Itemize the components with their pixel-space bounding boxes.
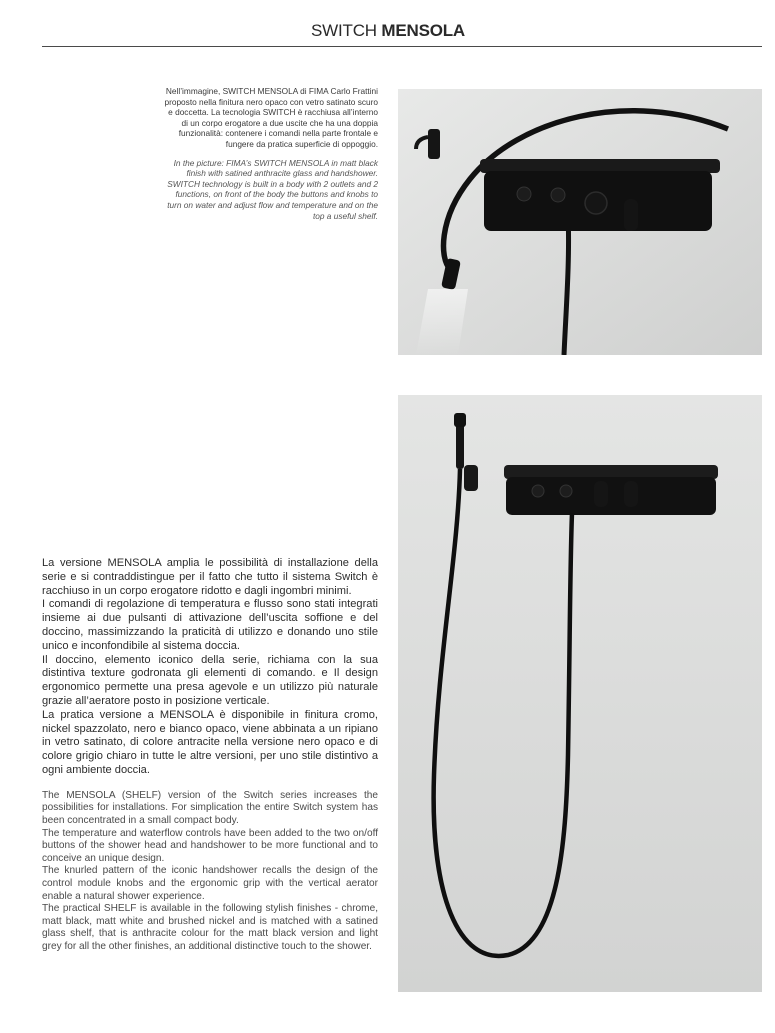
product-photo-closeup [398, 89, 762, 355]
shower-full-illustration [398, 395, 762, 992]
description-it-paragraph: I comandi di regolazione di temperatura e flusso sono stati integrati insieme ai due pulsanti di attivazione dell’uscita soffione e del doccino, massimizzando la praticità di utilizzo e donando uno stile unico e inconfondibile al sistema doccia. [42, 598, 378, 652]
description-it-paragraph: Il doccino, elemento iconico della serie, richiama con la sua distintiva texture godronata gli elementi di comando. e Il design ergonomico permette una presa agevole e un utilizzo più naturale grazie all’aeratore posto in posizione verticale. [42, 653, 378, 707]
caption-italian: Nell’immagine, SWITCH MENSOLA di FIMA Carlo Frattini proposto nella finitura nero opaco con vetro satinato scuro e doccetta. La tecnologia SWITCH è racchiusa all’interno di un corpo erogatore a due uscite che ha una doppia funzionalità: contenere i comandi nella parte frontale e fungere da pratica superficie di oppoggio. [164, 86, 378, 149]
page-title [311, 21, 465, 41]
product-photo-full [398, 395, 762, 992]
description-en-paragraph: The practical SHELF is available in the following stylish finishes - chrome, matt black, matt white and brushed nickel and is matched with a satined glass shelf, that is anthracite colour for the matt black version and light grey for all the other finishes, an additional distinctive touch to the shower. [42, 903, 378, 952]
description-text [42, 557, 378, 953]
photo-caption [160, 86, 378, 221]
header-divider [42, 46, 762, 47]
description-it-paragraph: La pratica versione a MENSOLA è disponibile in finitura cromo, nickel spazzolato, nero e bianco opaco, viene abbinata a un ripiano in vetro satinato, di colore antracite nella versione nero opaco e di colore grigio chiaro in tutte le altre versioni, per uno stile distintivo a ogni ambiente doccia. [42, 708, 378, 776]
description-en-paragraph: The temperature and waterflow controls have been added to the two on/off buttons of the shower head and handshower to be more functional and to conceive an unique design. [42, 827, 378, 864]
description-en-paragraph: The knurled pattern of the iconic handshower recalls the design of the control module knobs and the ergonomic grip with the vertical aerator enable a natural shower experience. [42, 865, 378, 902]
product-logo [0, 0, 1, 1]
description-en-paragraph: The MENSOLA (SHELF) version of the Switch series increases the possibilities for installations. For simplication the entire Switch system has been concentrated in a small compact body. [42, 789, 378, 826]
page-title-series: SWITCH [311, 21, 377, 40]
description-it-paragraph: La versione MENSOLA amplia le possibilità di installazione della serie e si contraddistingue per il fatto che tutto il sistema Switch è racchiuso in un corpo erogatore ridotto e dagli ingombri minimi. [42, 557, 378, 597]
shower-closeup-illustration [398, 89, 762, 355]
caption-english: In the picture: FIMA’s SWITCH MENSOLA in matt black finish with satined anthracite glass and handshower. SWITCH technology is built in a body with 2 outlets and 2 functions, on front of the body the buttons and knobs to turn on water and adjust flow and temperature and on the top a useful shelf. [167, 157, 378, 221]
page-title-model: MENSOLA [381, 21, 465, 40]
